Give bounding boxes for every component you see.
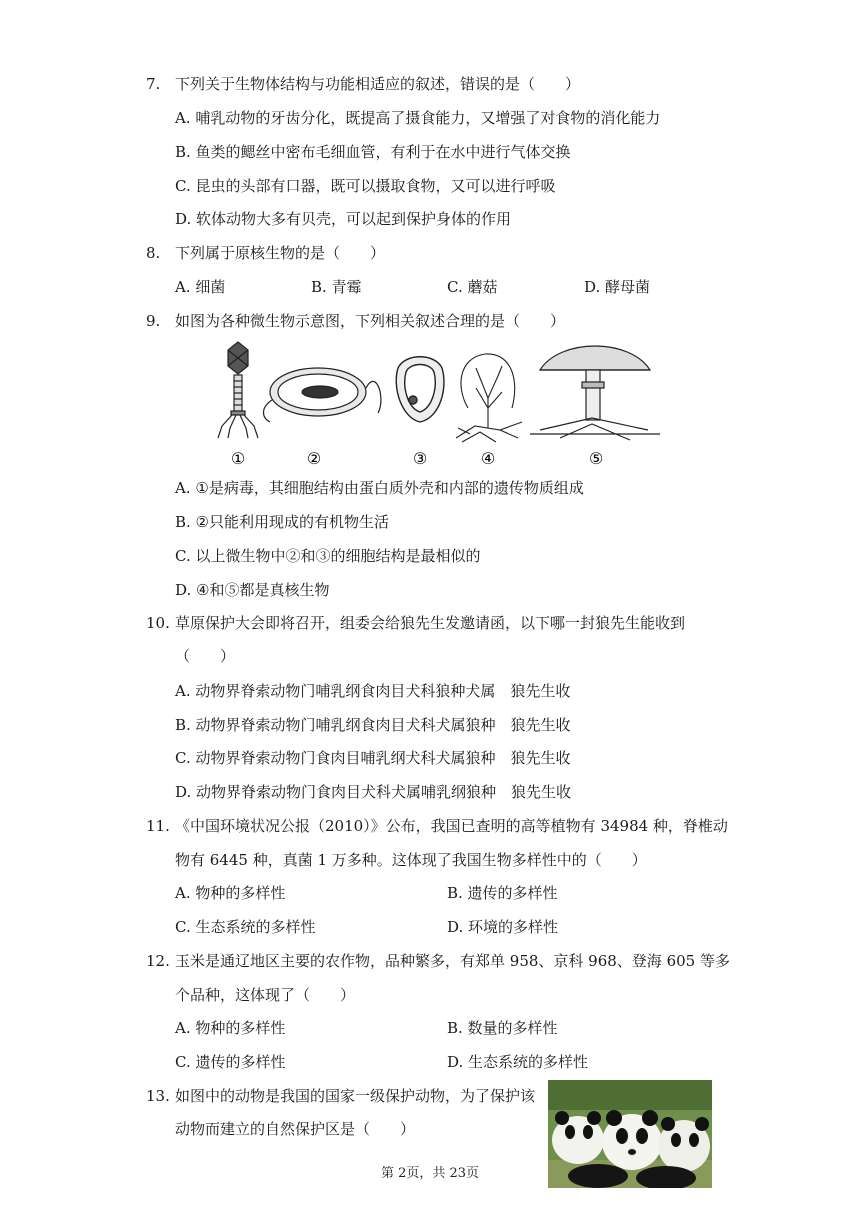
q11-stem-cont: 物有 6445 种，真菌 1 万多种。这体现了我国生物多样性中的（ ） (175, 851, 647, 869)
q8-number: 8. (146, 244, 161, 262)
q13-stem-cont: 动物而建立的自然保护区是（ ） (175, 1120, 416, 1138)
q12-stem-cont: 个品种，这体现了（ ） (175, 986, 356, 1004)
q10-option-c: C. 动物界脊索动物门食肉目哺乳纲犬科犬属狼种 狼先生收 (175, 749, 571, 767)
q10-option-b: B. 动物界脊索动物门哺乳纲食肉目犬科犬属狼种 狼先生收 (175, 716, 571, 734)
q10-number: 10. (146, 614, 170, 632)
q11-number: 11. (146, 817, 170, 835)
q7-stem: 下列关于生物体结构与功能相适应的叙述，错误的是（ ） (175, 75, 581, 93)
q12-stem: 玉米是通辽地区主要的农作物，品种繁多，有郑单 958、京科 968、登海 605 等多 (175, 952, 730, 970)
microorganism-figure (200, 338, 660, 468)
q7-option-c: C. 昆虫的头部有口器，既可以摄取食物，又可以进行呼吸 (175, 177, 556, 195)
q9-number: 9. (146, 312, 161, 330)
figure-label-5: ⑤ (588, 449, 604, 468)
yeast-cell-icon (396, 357, 444, 422)
q8-option-b: B. 青霉 (311, 278, 362, 296)
q8-option-c: C. 蘑菇 (447, 278, 498, 296)
bacteriophage-icon (218, 342, 258, 438)
q9-option-b: B. ②只能利用现成的有机物生活 (175, 513, 390, 531)
q13-number: 13. (146, 1087, 170, 1105)
q9-stem: 如图为各种微生物示意图，下列相关叙述合理的是（ ） (175, 312, 566, 330)
q11-option-b: B. 遗传的多样性 (447, 884, 558, 902)
q12-option-c: C. 遗传的多样性 (175, 1053, 286, 1071)
q12-option-d: D. 生态系统的多样性 (447, 1053, 589, 1071)
figure-label-4: ④ (480, 449, 496, 468)
q9-option-c: C. 以上微生物中②和③的细胞结构是最相似的 (175, 547, 481, 565)
q12-number: 12. (146, 952, 170, 970)
q10-option-a: A. 动物界脊索动物门哺乳纲食肉目犬科狼种犬属 狼先生收 (175, 682, 571, 700)
page-footer: 第 2页，共 23页 (380, 1166, 480, 1181)
figure-label-3: ③ (412, 449, 428, 468)
q11-stem: 《中国环境状况公报（2010）》公布，我国已查明的高等植物有 34984 种，脊椎动 (175, 817, 728, 835)
q9-option-a: A. ①是病毒，其细胞结构由蛋白质外壳和内部的遗传物质组成 (175, 479, 584, 497)
mushroom-icon (530, 346, 660, 440)
q12-option-b: B. 数量的多样性 (447, 1019, 558, 1037)
q8-option-d: D. 酵母菌 (584, 278, 651, 296)
q7-option-b: B. 鱼类的鳃丝中密布毛细血管，有利于在水中进行气体交换 (175, 143, 571, 161)
q13-stem: 如图中的动物是我国的国家一级保护动物，为了保护该 (175, 1087, 536, 1105)
q12-option-a: A. 物种的多样性 (175, 1019, 286, 1037)
q7-option-d: D. 软体动物大多有贝壳，可以起到保护身体的作用 (175, 210, 512, 228)
q9-option-d: D. ④和⑤都是真核生物 (175, 581, 330, 599)
figure-label-1: ① (230, 449, 246, 468)
q11-option-d: D. 环境的多样性 (447, 918, 559, 936)
q7-option-a: A. 哺乳动物的牙齿分化，既提高了摄食能力，又增强了对食物的消化能力 (175, 109, 661, 127)
bacterium-icon (264, 368, 381, 422)
q10-stem: 草原保护大会即将召开，组委会给狼先生发邀请函，以下哪一封狼先生能收到 (175, 614, 686, 632)
mold-icon (456, 354, 522, 442)
q10-option-d: D. 动物界脊索动物门食肉目犬科犬属哺乳纲狼种 狼先生收 (175, 783, 572, 801)
q8-stem: 下列属于原核生物的是（ ） (175, 244, 386, 262)
q11-option-a: A. 物种的多样性 (175, 884, 286, 902)
q7-number: 7. (146, 75, 161, 93)
q11-option-c: C. 生态系统的多样性 (175, 918, 316, 936)
q8-option-a: A. 细菌 (175, 278, 226, 296)
figure-label-2: ② (306, 449, 322, 468)
q10-stem-cont: （ ） (175, 647, 236, 665)
